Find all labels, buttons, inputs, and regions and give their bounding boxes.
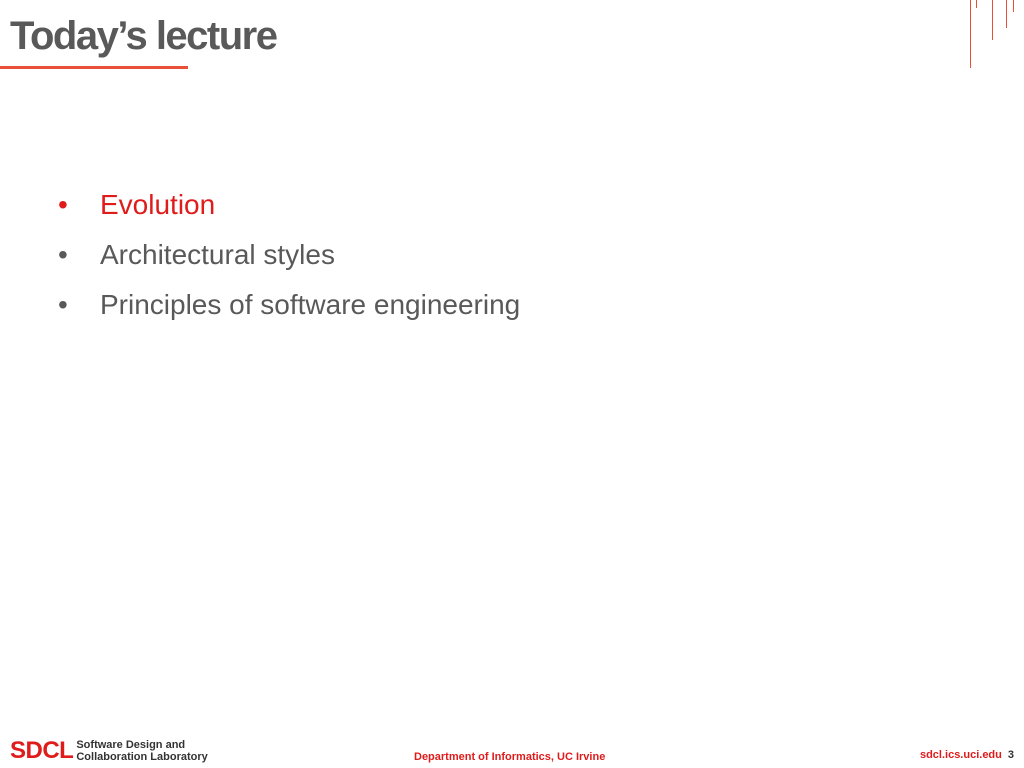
page-number: 3 <box>1007 749 1014 761</box>
lab-name <box>76 739 207 763</box>
bullet-item-principles <box>58 283 520 333</box>
lab-name-line2: Collaboration Laboratory <box>76 751 208 763</box>
bullet-item-architectural-styles <box>58 233 520 283</box>
site-url: sdcl.ics.uci.edu <box>919 749 1002 761</box>
bullet-glyph: • <box>58 189 68 220</box>
bullet-text: Principles of software engineering <box>100 289 521 320</box>
bullet-list <box>58 183 520 333</box>
lab-logo <box>10 736 208 766</box>
bullet-glyph: • <box>58 239 68 270</box>
bullet-glyph: • <box>58 289 68 320</box>
title-underline <box>0 66 188 69</box>
bullet-text: Evolution <box>100 189 216 220</box>
department-label: Department of Informatics, UC Irvine <box>414 751 606 763</box>
footer-right <box>920 749 1014 761</box>
bullet-item-evolution <box>58 183 520 233</box>
slide-title: Today’s lecture <box>10 14 277 58</box>
bullet-text: Architectural styles <box>100 239 335 270</box>
lab-name-line1: Software Design and <box>76 739 186 751</box>
logo-mark: SDCL <box>10 737 74 764</box>
corner-decoration <box>964 0 1024 70</box>
